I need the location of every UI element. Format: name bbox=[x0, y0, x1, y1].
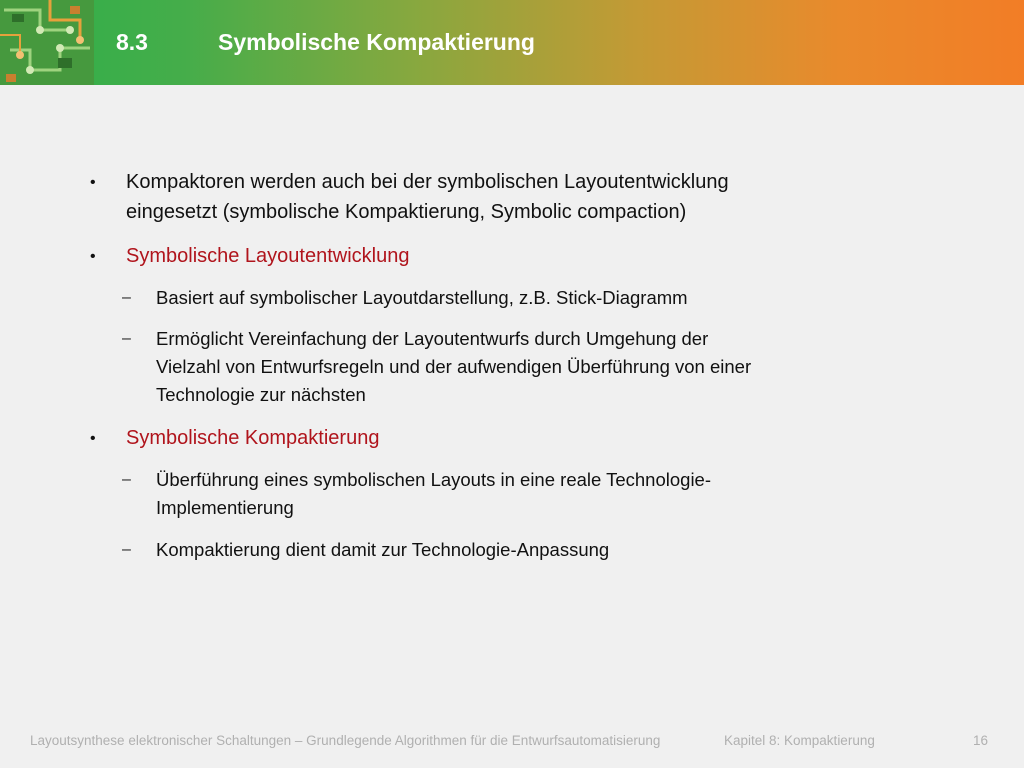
bullet-3-sub-1-line-1: Überführung eines symbolischen Layouts in eine reale Technologie- bbox=[156, 469, 711, 490]
dash-icon: – bbox=[122, 471, 131, 488]
bullet-icon: • bbox=[90, 430, 96, 447]
footer-chapter: Kapitel 8: Kompaktierung bbox=[724, 733, 875, 748]
bullet-2-sub-2-line-3: Technologie zur nächsten bbox=[156, 384, 366, 405]
bullet-2-sub-2-line-1: Ermöglicht Vereinfachung der Layoutentwurfs durch Umgehung der bbox=[156, 328, 709, 349]
bullet-2-sub-2-line-2: Vielzahl von Entwurfsregeln und der aufwendigen Überführung von einer bbox=[156, 356, 752, 377]
bullet-icon: • bbox=[90, 174, 96, 191]
bullet-1-line-2: eingesetzt (symbolische Kompaktierung, Symbolic compaction) bbox=[126, 201, 687, 223]
bullet-3-heading: Symbolische Kompaktierung bbox=[126, 427, 380, 449]
section-number: 8.3 bbox=[116, 29, 148, 55]
slide-title: Symbolische Kompaktierung bbox=[218, 29, 535, 55]
dash-icon: – bbox=[122, 330, 131, 347]
page-number: 16 bbox=[973, 733, 989, 748]
bullet-3-sub-2: Kompaktierung dient damit zur Technologie-Anpassung bbox=[156, 539, 610, 560]
footer-course-title: Layoutsynthese elektronischer Schaltungen – Grundlegende Algorithmen für die Entwurfsautomatisierung bbox=[30, 733, 661, 748]
bullet-2-heading: Symbolische Layoutentwicklung bbox=[126, 245, 410, 267]
dash-icon: – bbox=[122, 289, 131, 306]
dash-icon: – bbox=[122, 541, 131, 558]
bullet-1-line-1: Kompaktoren werden auch bei der symbolischen Layoutentwicklung bbox=[126, 171, 729, 193]
bullet-3-sub-1-line-2: Implementierung bbox=[156, 497, 294, 518]
header-bar bbox=[0, 0, 1024, 85]
bullet-icon: • bbox=[90, 248, 96, 265]
circuit-board-photo-icon bbox=[0, 0, 94, 85]
bullet-2-sub-1: Basiert auf symbolischer Layoutdarstellung, z.B. Stick-Diagramm bbox=[156, 287, 688, 308]
